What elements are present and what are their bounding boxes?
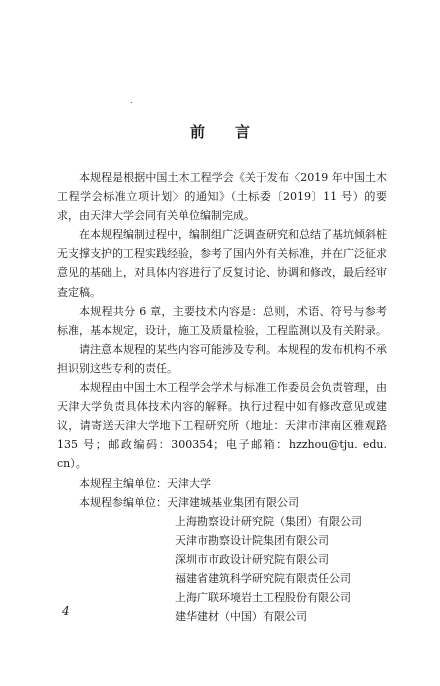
units-section — [57, 474, 387, 627]
chief-unit-row — [57, 474, 387, 493]
page-number: 4 — [62, 604, 70, 618]
participating-unit-name: 天津市勘察设计院集团有限公司 — [175, 533, 329, 547]
stray-dot: . — [130, 96, 133, 105]
paragraph: 请注意本规程的某些内容可能涉及专利。本规程的发布机构不承担识别这些专利的责任。 — [57, 342, 387, 375]
participating-unit-name: 上海广联环境岩土工程股份有限公司 — [175, 591, 351, 605]
participating-unit-label: 本规程参编单位： — [79, 495, 167, 509]
page-title: 前言 — [189, 123, 280, 141]
participating-unit-name: 天津建城基业集团有限公司 — [167, 495, 299, 509]
participating-unit-name: 建华建材（中国）有限公司 — [175, 610, 307, 624]
paragraph: 在本规程编制过程中，编制组广泛调查研究和总结了基坑倾斜桩无支撑支护的工程实践经验，参考了国内外有关标准，并在广泛征求意见的基础上，对具体内容进行了反复讨论、协调和修改，最后经审查定稿。 — [57, 228, 387, 299]
participating-unit-row — [57, 493, 387, 512]
paragraph: 本规程由中国土木工程学会学术与标准工作委员会负责管理，由天津大学负责具体技术内容的解释。执行过程中如有修改意见或建议，请寄送天津大学地下工程研究所（地址：天津市津南区雅观路 135 号；邮政编码：300354；电子邮箱：hzzhou@tju. edu. cn）。 — [57, 381, 387, 471]
chief-unit-label: 本规程主编单位： — [79, 476, 167, 490]
participating-unit-name: 深圳市市政设计研究院有限公司 — [175, 552, 329, 566]
chief-unit-name: 天津大学 — [167, 476, 211, 490]
participating-unit-name: 福建省建筑科学研究院有限责任公司 — [175, 571, 351, 585]
participating-unit-name: 上海勘察设计研究院（集团）有限公司 — [175, 514, 362, 528]
paragraph: 本规程是根据中国土木工程学会《关于发布〈2019 年中国土木工程学会标准立项计划〉的通知》（土标委〔2019〕11 号）的要求，由天津大学会同有关单位编制完成。 — [57, 171, 387, 223]
preface-body — [57, 168, 387, 626]
paragraph: 本规程共分 6 章，主要技术内容是：总则，术语、符号与参考标准，基本规定，设计，施工及质量检验，工程监测以及有关附录。 — [57, 304, 387, 337]
